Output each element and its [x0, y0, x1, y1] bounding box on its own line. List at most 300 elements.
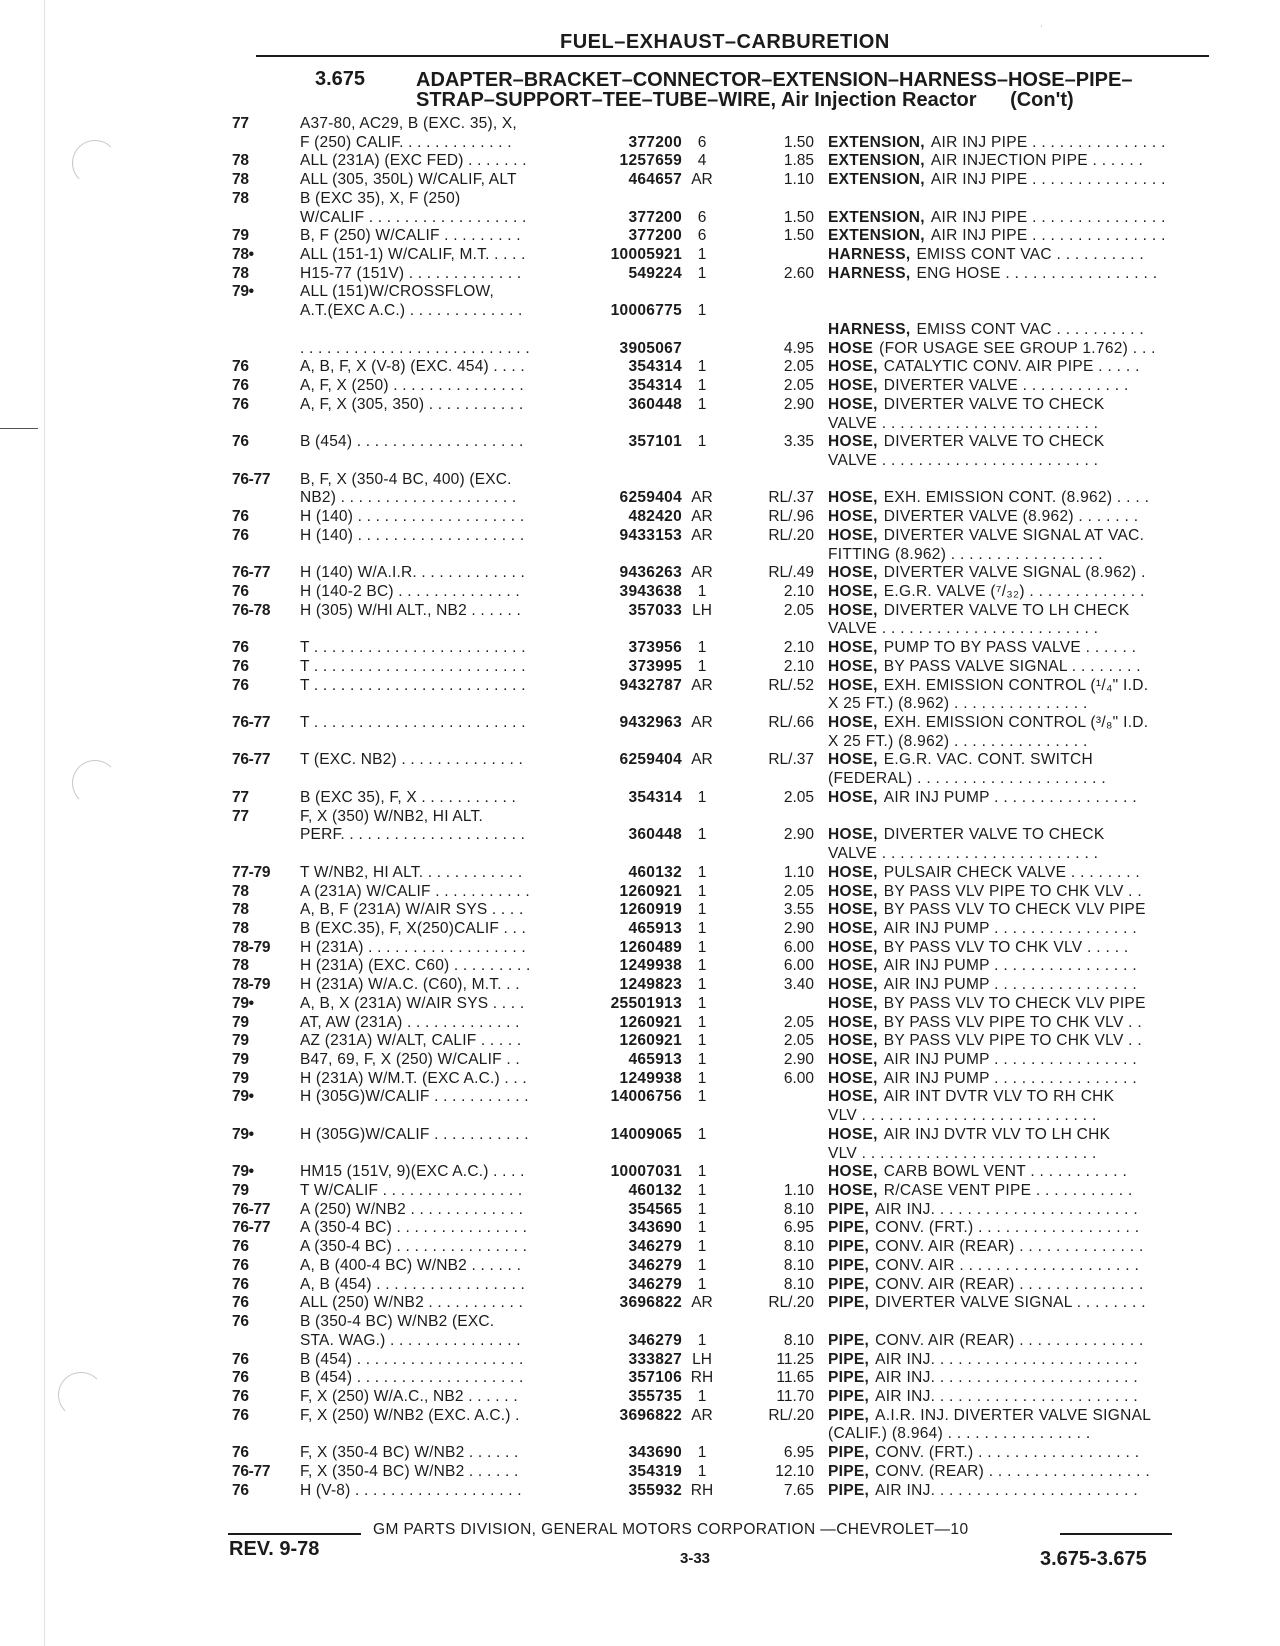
- row-price: 1.50: [783, 208, 814, 226]
- table-row: [0, 226, 1280, 245]
- row-part-name-bold: HOSE: [828, 339, 874, 357]
- row-part-number: 9432963: [619, 714, 682, 732]
- row-part-name: [828, 676, 1208, 695]
- row-model-description: F, X (350) W/NB2, HI ALT.: [300, 807, 484, 825]
- footer-section-range: 3.675-3.675: [1040, 1548, 1147, 1570]
- row-quantity: 1: [697, 583, 707, 600]
- row-part-name-bold: PIPE,: [828, 1256, 870, 1274]
- table-row: [0, 432, 1280, 451]
- row-model-description: A37-80, AC29, B (EXC. 35), X,: [300, 115, 517, 132]
- row-part-number: 1260489: [619, 938, 682, 956]
- row-price: 3.55: [783, 901, 814, 919]
- row-part-name: [828, 1125, 1208, 1144]
- row-part-name: [828, 1275, 1208, 1294]
- row-model-description: A, F, X (250) . . . . . . . . . . . . . . .: [300, 377, 524, 395]
- row-part-name-text: EMISS CONT VAC . . . . . . . . . .: [916, 320, 1145, 338]
- table-row: [0, 414, 1280, 433]
- row-year: 79•: [232, 1088, 254, 1106]
- row-price: 8.10: [783, 1238, 814, 1256]
- row-part-number: 10006775: [610, 302, 682, 320]
- row-part-name: [828, 1050, 1208, 1069]
- row-part-name-text: BY PASS VLV TO CHECK VLV PIPE: [883, 901, 1146, 919]
- row-part-number: 354565: [628, 1200, 682, 1218]
- row-part-name-text: PULSAIR CHECK VALVE . . . . . . . .: [883, 863, 1141, 881]
- row-part-name-text: AIR INJ PIPE . . . . . . . . . . . . . . .: [930, 171, 1166, 189]
- row-quantity: 6: [697, 227, 707, 245]
- row-quantity: 1: [697, 994, 707, 1012]
- table-row: [0, 320, 1280, 339]
- row-quantity: 1: [697, 938, 707, 956]
- row-price: 1.85: [783, 152, 814, 170]
- row-part-name-bold: HOSE,: [828, 994, 878, 1012]
- row-part-number: 346279: [628, 1256, 682, 1274]
- row-year: 79: [232, 1013, 249, 1031]
- row-part-name: [828, 863, 1208, 882]
- row-part-name-text: DIVERTER VALVE TO CHECK: [883, 395, 1105, 413]
- row-part-name-text: FITTING (8.962) . . . . . . . . . . . . . . . . .: [828, 545, 1103, 563]
- row-price: 8.10: [783, 1200, 814, 1218]
- row-part-name: [828, 1443, 1208, 1462]
- row-model-description: HM15 (151V, 9)(EXC A.C.) . . . .: [300, 1163, 525, 1181]
- row-part-name-bold: HOSE,: [828, 1051, 878, 1068]
- row-year: 79: [232, 1032, 249, 1050]
- row-part-number: 464657: [628, 171, 682, 189]
- table-row: [0, 488, 1280, 507]
- row-part-number: 360448: [628, 395, 682, 413]
- row-part-number: 1249938: [619, 1069, 682, 1087]
- row-part-number: 333827: [628, 1350, 682, 1368]
- row-part-name: [828, 1162, 1208, 1181]
- row-part-name-text: CATALYTIC CONV. AIR PIPE . . . . .: [883, 358, 1140, 376]
- row-price: 2.90: [783, 919, 814, 937]
- row-part-name-text: X 25 FT.) (8.962) . . . . . . . . . . . . . . .: [828, 732, 1088, 750]
- row-part-number: 3905067: [619, 339, 682, 357]
- row-model-description: T W/CALIF . . . . . . . . . . . . . . . .: [300, 1182, 523, 1200]
- row-year: 76-77: [232, 1219, 271, 1237]
- row-price: RL/.49: [768, 564, 814, 582]
- table-row: [0, 975, 1280, 994]
- row-price: 1.50: [783, 227, 814, 245]
- row-year: 76: [232, 1387, 249, 1405]
- row-part-name-text: R/CASE VENT PIPE . . . . . . . . . . .: [883, 1182, 1133, 1200]
- row-price: 2.90: [783, 826, 814, 844]
- row-quantity: AR: [691, 171, 713, 189]
- scan-mark: ʿ: [1040, 24, 1043, 34]
- table-row: [0, 1237, 1280, 1256]
- table-row: [0, 1406, 1280, 1425]
- row-model-description: H (305) W/HI ALT., NB2 . . . . . .: [300, 601, 521, 619]
- row-part-name: [828, 245, 1208, 264]
- row-year: 79: [232, 1182, 249, 1200]
- row-price: 3.40: [783, 976, 814, 994]
- row-model-description: . . . . . . . . . . . . . . . . . . . . . . . . . .: [300, 339, 530, 357]
- table-row: [0, 882, 1280, 901]
- row-model-description: A (350-4 BC) . . . . . . . . . . . . . . .: [300, 1219, 528, 1237]
- row-part-name-text: DIVERTER VALVE TO CHECK: [883, 826, 1105, 844]
- row-part-name-bold: HOSE,: [828, 489, 878, 507]
- row-year: 76: [232, 639, 249, 657]
- row-part-name-text: AIR INJ PUMP . . . . . . . . . . . . . . . .: [883, 957, 1137, 975]
- row-part-name: [828, 1218, 1208, 1237]
- row-part-name-text: VALVE . . . . . . . . . . . . . . . . . . . . . . . .: [828, 620, 1099, 638]
- row-model-description: ALL (151)W/CROSSFLOW,: [300, 283, 494, 301]
- row-part-name: [828, 994, 1208, 1013]
- row-quantity: AR: [691, 1294, 713, 1312]
- row-price: 1.50: [783, 133, 814, 151]
- table-row: [0, 1481, 1280, 1500]
- row-part-name-bold: HOSE,: [828, 1069, 878, 1087]
- row-year: 76-77: [232, 1462, 271, 1480]
- row-part-name: [828, 1031, 1208, 1050]
- table-row: [0, 601, 1280, 620]
- row-price: 2.10: [783, 657, 814, 675]
- row-part-name-bold: PIPE,: [828, 1331, 870, 1349]
- row-part-number: 357106: [628, 1369, 682, 1387]
- row-part-name: [828, 582, 1208, 601]
- row-model-description: T . . . . . . . . . . . . . . . . . . . . . . . .: [300, 657, 526, 675]
- row-part-name-bold: PIPE,: [828, 1481, 870, 1499]
- row-quantity: 1: [697, 1238, 707, 1256]
- row-model-description: A, B (454) . . . . . . . . . . . . . . . . .: [300, 1275, 525, 1293]
- section-title-parts: STRAP–SUPPORT–TEE–TUBE–WIRE,: [416, 89, 777, 111]
- row-quantity: 1: [697, 1387, 707, 1405]
- row-part-name-bold: HOSE,: [828, 919, 878, 937]
- row-part-name: [828, 170, 1208, 189]
- table-row: [0, 114, 1280, 133]
- row-part-name-bold: HOSE,: [828, 526, 878, 544]
- row-price: 4.95: [783, 339, 814, 357]
- row-model-description: B (EXC 35), F, X . . . . . . . . . . .: [300, 788, 517, 806]
- footer-page-number: 3-33: [680, 1550, 711, 1567]
- row-quantity: 1: [697, 1088, 707, 1106]
- row-part-number: 1257659: [619, 152, 682, 170]
- row-part-number: 1260919: [619, 901, 682, 919]
- table-row: [0, 1312, 1280, 1331]
- row-part-name: [828, 601, 1208, 620]
- row-part-number: 1249823: [619, 976, 682, 994]
- row-quantity: 1: [697, 246, 707, 264]
- row-part-name-text: EXH. EMISSION CONTROL (³/₈" I.D.: [883, 714, 1149, 732]
- row-model-description: NB2) . . . . . . . . . . . . . . . . . . . .: [300, 489, 517, 507]
- table-row: [0, 994, 1280, 1013]
- row-model-description: T (EXC. NB2) . . . . . . . . . . . . . .: [300, 751, 524, 769]
- table-row: [0, 282, 1280, 301]
- row-price: RL/.37: [768, 489, 814, 507]
- row-quantity: LH: [692, 1350, 712, 1368]
- row-part-name-text: (FEDERAL) . . . . . . . . . . . . . . . . . . . . .: [828, 770, 1106, 788]
- table-row: [0, 339, 1280, 358]
- row-quantity: 1: [697, 358, 707, 376]
- row-part-name: [828, 133, 1208, 152]
- row-part-name-bold: HOSE,: [828, 826, 878, 844]
- row-year: 77: [232, 807, 249, 825]
- row-part-name-bold: HOSE,: [828, 358, 878, 376]
- row-part-name-text: DIVERTER VALVE SIGNAL . . . . . . . .: [875, 1294, 1146, 1312]
- row-price: RL/.96: [768, 508, 814, 526]
- row-model-description: A, B (400-4 BC) W/NB2 . . . . . .: [300, 1256, 522, 1274]
- row-price: 2.05: [783, 377, 814, 395]
- row-part-name-text: CONV. AIR (REAR) . . . . . . . . . . . . . .: [875, 1275, 1144, 1293]
- row-price: 1.10: [783, 1182, 814, 1200]
- row-part-number: 6259404: [619, 489, 682, 507]
- table-row: [0, 825, 1280, 844]
- table-row: [0, 1275, 1280, 1294]
- row-year: 76-78: [232, 601, 271, 619]
- row-part-name-text: AIR INJ PUMP . . . . . . . . . . . . . . . .: [883, 1069, 1137, 1087]
- row-part-number: 360448: [628, 826, 682, 844]
- row-part-name-text: BY PASS VLV TO CHK VLV . . . . .: [883, 938, 1129, 956]
- table-row: [0, 657, 1280, 676]
- row-price: 7.65: [783, 1481, 814, 1499]
- row-part-name-bold: HOSE,: [828, 639, 878, 657]
- row-model-description: F, X (250) W/NB2 (EXC. A.C.) .: [300, 1406, 520, 1424]
- row-part-name-bold: HOSE,: [828, 882, 878, 900]
- row-quantity: 6: [697, 208, 707, 226]
- table-row: [0, 208, 1280, 227]
- header-rule: [256, 55, 1209, 57]
- row-year: 76: [232, 583, 249, 600]
- row-part-name-text: VALVE . . . . . . . . . . . . . . . . . . . . . . . .: [828, 451, 1099, 469]
- row-quantity: 1: [697, 1275, 707, 1293]
- row-part-name: [828, 1462, 1208, 1481]
- table-row: [0, 732, 1280, 751]
- row-quantity: 1: [697, 976, 707, 994]
- row-quantity: 1: [697, 957, 707, 975]
- row-part-name-bold: HARNESS,: [828, 264, 911, 282]
- row-part-name-text: DIVERTER VALVE TO LH CHECK: [883, 601, 1130, 619]
- row-model-description: B (EXC 35), X, F (250): [300, 189, 461, 207]
- table-row: [0, 170, 1280, 189]
- row-price: 3.35: [783, 433, 814, 451]
- row-model-description: ALL (231A) (EXC FED) . . . . . . .: [300, 152, 527, 170]
- row-part-name: [828, 226, 1208, 245]
- row-quantity: 1: [697, 377, 707, 395]
- row-quantity: 1: [697, 1256, 707, 1274]
- row-part-number: 377200: [628, 208, 682, 226]
- table-row: [0, 133, 1280, 152]
- table-row: [0, 1069, 1280, 1088]
- row-part-name: [828, 900, 1208, 919]
- row-part-name-bold: HOSE,: [828, 938, 878, 956]
- row-quantity: 1: [697, 901, 707, 919]
- row-part-name-bold: PIPE,: [828, 1219, 870, 1237]
- row-part-name-text: BY PASS VLV TO CHECK VLV PIPE: [883, 994, 1146, 1012]
- row-quantity: AR: [691, 751, 713, 769]
- row-model-description: H (231A) W/A.C. (C60), M.T. . .: [300, 976, 520, 994]
- table-row: [0, 507, 1280, 526]
- table-row: [0, 582, 1280, 601]
- table-row: [0, 694, 1280, 713]
- row-model-description: H (140) . . . . . . . . . . . . . . . . . . .: [300, 508, 525, 526]
- row-quantity: 1: [697, 1051, 707, 1068]
- row-part-number: 10005921: [610, 246, 682, 264]
- row-year: 78: [232, 264, 249, 282]
- row-part-name: [828, 1387, 1208, 1406]
- row-price: RL/.66: [768, 714, 814, 732]
- row-part-name: [828, 395, 1208, 414]
- row-part-number: 9436263: [619, 564, 682, 582]
- row-year: 76-77: [232, 564, 271, 582]
- row-model-description: T W/NB2, HI ALT. . . . . . . . . . . .: [300, 863, 523, 881]
- row-part-number: 377200: [628, 133, 682, 151]
- row-part-number: 460132: [628, 1182, 682, 1200]
- row-part-number: 354314: [628, 788, 682, 806]
- table-row: [0, 1200, 1280, 1219]
- row-part-name: [828, 1424, 1208, 1443]
- row-quantity: 1: [697, 395, 707, 413]
- row-year: 78: [232, 957, 249, 975]
- table-row: [0, 900, 1280, 919]
- row-part-name-text: CONV. (FRT.) . . . . . . . . . . . . . . . . . .: [875, 1444, 1140, 1462]
- row-quantity: 1: [697, 1219, 707, 1237]
- table-row: [0, 713, 1280, 732]
- row-price: RL/.37: [768, 751, 814, 769]
- row-part-name-text: (CALIF.) (8.964) . . . . . . . . . . . . . . . .: [828, 1425, 1091, 1443]
- row-quantity: AR: [691, 489, 713, 507]
- row-part-name: [828, 732, 1208, 751]
- row-part-name-bold: EXTENSION,: [828, 152, 925, 170]
- row-model-description: B (454) . . . . . . . . . . . . . . . . . . .: [300, 1350, 524, 1368]
- row-part-name-bold: PIPE,: [828, 1200, 870, 1218]
- row-part-name-bold: PIPE,: [828, 1406, 870, 1424]
- table-row: [0, 151, 1280, 170]
- row-part-name: [828, 1256, 1208, 1275]
- row-year: 76: [232, 1313, 249, 1331]
- row-model-description: H (305G)W/CALIF . . . . . . . . . . .: [300, 1088, 529, 1106]
- row-part-name-bold: HOSE,: [828, 564, 878, 582]
- row-price: 6.95: [783, 1219, 814, 1237]
- row-part-name: [828, 1181, 1208, 1200]
- row-part-name-bold: HARNESS,: [828, 246, 911, 264]
- row-year: 78: [232, 901, 249, 919]
- row-model-description: PERF. . . . . . . . . . . . . . . . . . . . .: [300, 826, 526, 844]
- row-part-number: 377200: [628, 227, 682, 245]
- row-part-name-text: E.G.R. VALVE (⁷/₃₂) . . . . . . . . . . . . .: [883, 583, 1145, 600]
- row-model-description: B, F (250) W/CALIF . . . . . . . . .: [300, 227, 521, 245]
- table-row: [0, 788, 1280, 807]
- row-price: RL/.52: [768, 676, 814, 694]
- table-row: [0, 1218, 1280, 1237]
- row-price: 6.00: [783, 1069, 814, 1087]
- row-price: 11.70: [776, 1387, 814, 1405]
- row-year: 79•: [232, 283, 254, 301]
- row-part-name-bold: HOSE,: [828, 1013, 878, 1031]
- row-part-name-text: EXH. EMISSION CONTROL (¹/₄" I.D.: [883, 676, 1149, 694]
- table-row: [0, 863, 1280, 882]
- table-row: [0, 1144, 1280, 1163]
- table-row: [0, 189, 1280, 208]
- row-model-description: T . . . . . . . . . . . . . . . . . . . . . . . .: [300, 639, 526, 657]
- row-part-name: [828, 1087, 1208, 1106]
- table-row: [0, 1050, 1280, 1069]
- row-model-description: A (231A) W/CALIF . . . . . . . . . . .: [300, 882, 530, 900]
- row-part-name: [828, 1293, 1208, 1312]
- row-part-name: [828, 694, 1208, 713]
- row-part-number: 465913: [628, 1051, 682, 1068]
- footer-rule-right: [1060, 1533, 1172, 1535]
- row-year: 79•: [232, 1125, 254, 1143]
- row-model-description: H (305G)W/CALIF . . . . . . . . . . .: [300, 1125, 529, 1143]
- row-part-name-bold: HOSE,: [828, 583, 878, 600]
- row-year: 76: [232, 657, 249, 675]
- row-year: 76: [232, 433, 249, 451]
- row-part-name-text: X 25 FT.) (8.962) . . . . . . . . . . . . . . .: [828, 695, 1088, 713]
- row-year: 76: [232, 1369, 249, 1387]
- table-row: [0, 357, 1280, 376]
- row-part-name-bold: PIPE,: [828, 1238, 870, 1256]
- row-price: 11.25: [776, 1350, 814, 1368]
- row-part-name-bold: HOSE,: [828, 751, 878, 769]
- row-part-number: 346279: [628, 1275, 682, 1293]
- row-quantity: RH: [690, 1369, 714, 1387]
- row-quantity: 1: [697, 1200, 707, 1218]
- table-row: [0, 676, 1280, 695]
- table-row: [0, 1181, 1280, 1200]
- row-model-description: B (454) . . . . . . . . . . . . . . . . . . .: [300, 1369, 524, 1387]
- row-part-name-text: AIR INT DVTR VLV TO RH CHK: [883, 1088, 1115, 1106]
- row-model-description: A, F, X (305, 350) . . . . . . . . . . .: [300, 395, 524, 413]
- row-model-description: A, B, F (231A) W/AIR SYS . . . .: [300, 901, 524, 919]
- row-part-name: [828, 414, 1208, 433]
- row-price: 1.10: [783, 863, 814, 881]
- row-model-description: A (250) W/NB2 . . . . . . . . . . . . .: [300, 1200, 524, 1218]
- row-model-description: H15-77 (151V) . . . . . . . . . . . . .: [300, 264, 522, 282]
- table-row: [0, 264, 1280, 283]
- row-part-name: [828, 208, 1208, 227]
- row-part-name: [828, 1350, 1208, 1369]
- row-part-name-text: AIR INJ. . . . . . . . . . . . . . . . . . . . . . .: [875, 1350, 1138, 1368]
- row-year: 79: [232, 227, 249, 245]
- row-model-description: F, X (250) W/A.C., NB2 . . . . . .: [300, 1387, 518, 1405]
- row-part-name-text: AIR INJ. . . . . . . . . . . . . . . . . . . . . . .: [875, 1200, 1138, 1218]
- row-price: RL/.20: [768, 1294, 814, 1312]
- row-part-name-bold: HOSE,: [828, 377, 878, 395]
- row-price: 2.90: [783, 395, 814, 413]
- row-quantity: 1: [697, 302, 707, 320]
- row-model-description: B47, 69, F, X (250) W/CALIF . .: [300, 1051, 520, 1068]
- row-part-name-bold: HOSE,: [828, 601, 878, 619]
- row-model-description: A, B, X (231A) W/AIR SYS . . . .: [300, 994, 525, 1012]
- row-year: 78: [232, 152, 249, 170]
- row-quantity: 1: [697, 1331, 707, 1349]
- row-part-number: 343690: [628, 1219, 682, 1237]
- row-part-number: 3696822: [619, 1294, 682, 1312]
- row-part-name-bold: HOSE,: [828, 1125, 878, 1143]
- row-price: 8.10: [783, 1275, 814, 1293]
- row-part-name-bold: HOSE,: [828, 976, 878, 994]
- row-quantity: 1: [697, 433, 707, 451]
- row-quantity: 1: [697, 882, 707, 900]
- row-part-name-text: CONV. (REAR) . . . . . . . . . . . . . . . . . .: [875, 1462, 1150, 1480]
- row-part-name-text: AIR INJECTION PIPE . . . . . .: [930, 152, 1144, 170]
- row-year: 76: [232, 358, 249, 376]
- row-price: 8.10: [783, 1331, 814, 1349]
- row-price: 2.60: [783, 264, 814, 282]
- row-quantity: 1: [697, 826, 707, 844]
- row-part-name-text: A.I.R. INJ. DIVERTER VALVE SIGNAL: [875, 1406, 1152, 1424]
- row-quantity: 1: [697, 1182, 707, 1200]
- row-part-name: [828, 339, 1208, 358]
- row-price: 2.10: [783, 583, 814, 600]
- row-part-name: [828, 376, 1208, 395]
- table-row: [0, 245, 1280, 264]
- table-row: [0, 1462, 1280, 1481]
- table-row: [0, 395, 1280, 414]
- row-year: 76-77: [232, 714, 271, 732]
- row-part-number: 343690: [628, 1444, 682, 1462]
- table-row: [0, 807, 1280, 826]
- row-part-name: [828, 1331, 1208, 1350]
